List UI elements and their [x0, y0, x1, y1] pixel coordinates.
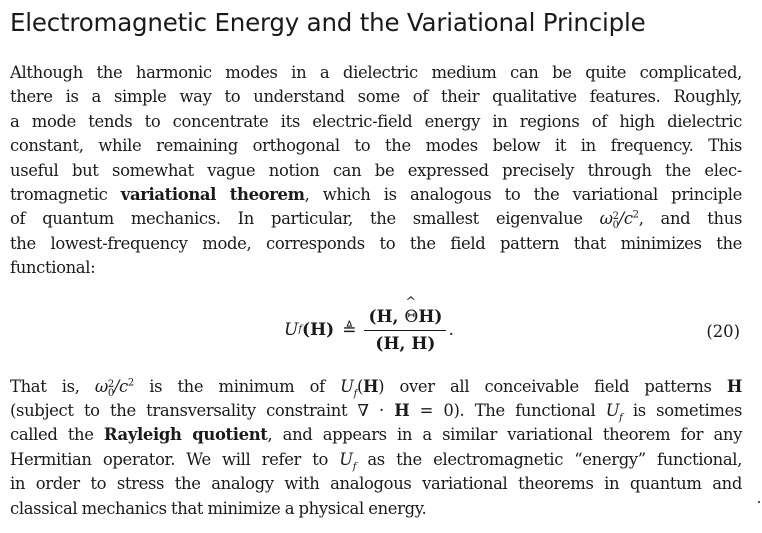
- page: [10, 0, 742, 521]
- text-line: in order to stress the analogy with analogous variational theorems in quantum and: [10, 474, 742, 494]
- text-fragment: = 0). The functional: [409, 401, 606, 421]
- uf-close: ): [378, 376, 385, 396]
- text-fragment: , which is analogous to the variational principle: [304, 185, 743, 205]
- section-heading: Electromagnetic Energy and the Variational Principle: [10, 8, 646, 37]
- text-line: [10, 423, 742, 447]
- slash-c: /c: [113, 376, 128, 396]
- eq-period: .: [448, 320, 454, 341]
- text-line: useful but somewhat vague notion can be expressed precisely through the elec-: [10, 160, 742, 180]
- omega-superscript: 2: [107, 378, 114, 390]
- omega-subscript: 0: [612, 220, 619, 232]
- paragraph-intro: [10, 61, 742, 281]
- equation-body: U f (H) ≜ $\frac{(H, \^{} \Theta H)}{(H, H)}$ .: [284, 307, 454, 354]
- uf-expression: [340, 376, 385, 399]
- text-fragment: called the: [10, 425, 104, 445]
- text-line: [10, 207, 742, 231]
- uf-H: H: [362, 376, 379, 396]
- omega-expression: [599, 209, 639, 232]
- eq-U: U: [284, 320, 299, 341]
- text-fragment: That is,: [10, 376, 95, 396]
- field-H: H: [394, 401, 410, 421]
- text-line: the lowest-frequency mode, corresponds to the field pattern that minimizes the: [10, 233, 742, 253]
- field-H: H: [726, 376, 742, 396]
- term-rayleigh-quotient: Rayleigh quotient: [103, 425, 268, 445]
- text-fragment: as the electromagnetic “energy” functional,: [356, 449, 742, 469]
- text-fragment: of quantum mechanics. In particular, the smallest eigenvalue: [10, 209, 600, 229]
- text-fragment: , and appears in a similar variational theorem for any: [267, 425, 742, 445]
- uf-U: U: [339, 449, 353, 469]
- text-line: classical mechanics that minimize a physical energy.: [10, 498, 427, 518]
- paragraph-rayleigh: [10, 375, 742, 521]
- text-fragment: Hermitian operator. We will refer to: [10, 449, 340, 469]
- uf-subscript: f: [619, 412, 623, 424]
- text-line: there is a simple way to understand some of their qualitative features. Roughly,: [10, 87, 742, 107]
- eq-theta-hat: [404, 307, 418, 327]
- c-superscript: 2: [127, 377, 134, 389]
- text-line: [10, 399, 742, 423]
- text-line: Although the harmonic modes in a dielectric medium can be quite complicated,: [10, 63, 742, 82]
- text-fragment: is the minimum of: [133, 376, 341, 396]
- eq-lhs-argument: (H): [302, 320, 335, 341]
- eq-num-open: (H,: [368, 306, 405, 327]
- uf-subscript: f: [353, 387, 357, 399]
- omega-subscript: 0: [107, 387, 114, 399]
- equation-block: [10, 287, 742, 375]
- omega-symbol: ω: [94, 376, 108, 396]
- text-line: [10, 375, 742, 399]
- text-fragment: tromagnetic: [10, 185, 121, 205]
- omega-symbol: ω: [599, 209, 613, 229]
- eq-fraction: [364, 307, 446, 354]
- omega-superscript: 2: [612, 211, 619, 223]
- text-fragment: is sometimes: [622, 401, 743, 421]
- text-line: a mode tends to concentrate its electric-field energy in regions of high dielectric: [10, 111, 742, 131]
- term-variational-theorem: variational theorem: [120, 185, 305, 205]
- slash-c: /c: [618, 209, 633, 229]
- margin-mark: [758, 501, 760, 503]
- omega-expression: [94, 376, 134, 399]
- eq-defeq-symbol: ≜: [342, 320, 357, 341]
- eq-num-close: H): [418, 306, 443, 327]
- text-line: [10, 183, 742, 207]
- eq-denominator: (H, H): [375, 333, 436, 354]
- text-line: functional:: [10, 258, 96, 278]
- eq-theta: Θ: [404, 306, 419, 327]
- equation-number: (20): [706, 321, 740, 341]
- uf-open: (: [356, 376, 363, 396]
- eq-numerator: [364, 307, 446, 331]
- text-fragment: over all conceivable field patterns: [384, 376, 727, 396]
- uf-U: U: [605, 401, 620, 421]
- text-fragment: (subject to the transversality constraint ∇ ·: [10, 401, 395, 421]
- text-line: [10, 448, 742, 472]
- uf-U: U: [340, 376, 354, 396]
- text-fragment: , and thus: [638, 209, 743, 229]
- text-line: constant, while remaining orthogonal to the modes below it in frequency. This: [10, 136, 742, 156]
- c-superscript: 2: [632, 209, 639, 221]
- uf-subscript: f: [352, 461, 357, 473]
